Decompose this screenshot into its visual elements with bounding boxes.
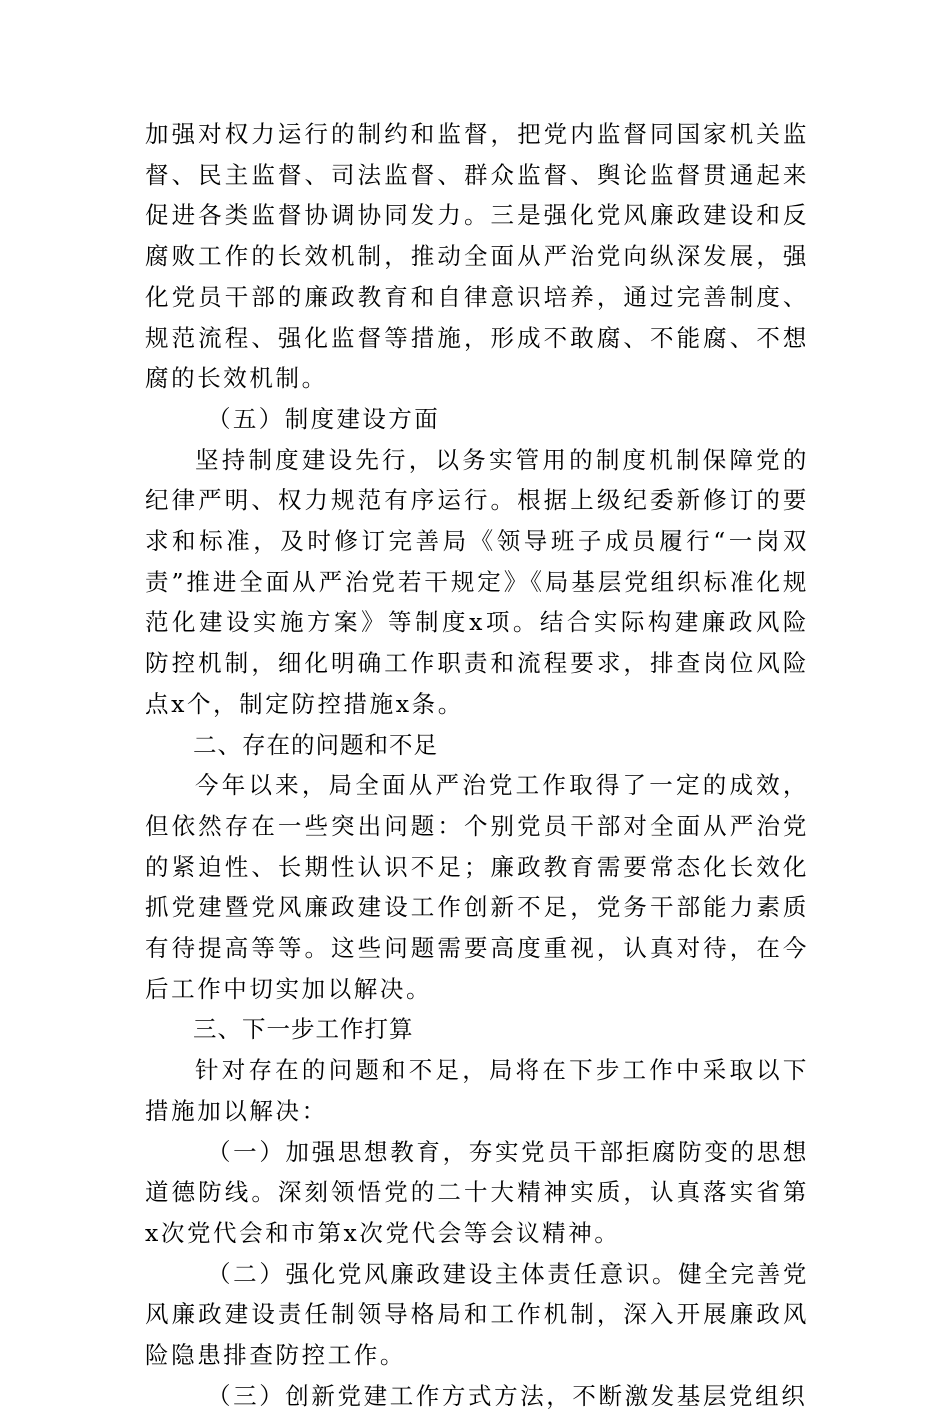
body-paragraph: 加强对权力运行的制约和监督，把党内监督同国家机关监督、民主监督、司法监督、群众监督、舆论监督贯通起来促进各类监督协调协同发力。三是强化党风廉政建设和反腐败工作的长效机制，推动全面从严治党向纵深发展，强化党员干部的廉政教育和自律意识培养，通过完善制度、规范流程、强化监督等措施，形成不敢腐、不能腐、不想腐的长效机制。: [145, 120, 809, 393]
list-item: （三）创新党建工作方式方法，不断激发基层党组织: [207, 1381, 808, 1410]
body-paragraph: 今年以来，局全面从严治党工作取得了一定的成效，但依然存在一些突出问题：个别党员干部对全面从严治党的紧迫性、长期性认识不足；廉政教育需要常态化长效化抓党建暨党风廉政建设工作创新不足，党务干部能力素质有待提高等等。这些问题需要高度重视，认真对待，在今后工作中切实加以解决。: [145, 771, 809, 1003]
document-body: [145, 114, 809, 1417]
body-paragraph: 坚持制度建设先行，以务实管用的制度机制保障党的纪律严明、权力规范有序运行。根据上级纪委新修订的要求和标准，及时修订完善局《领导班子成员履行“一岗双责”推进全面从严治党若干规定》《局基层党组织标准化规范化建设实施方案》等制度x项。结合实际构建廉政风险防控机制，细化明确工作职责和流程要求，排查岗位风险点x个，制定防控措施x条。: [145, 445, 809, 718]
list-item: （二）强化党风廉政建设主体责任意识。健全完善党风廉政建设责任制领导格局和工作机制，深入开展廉政风险隐患排查防控工作。: [145, 1259, 809, 1370]
list-item: （一）加强思想教育，夯实党员干部拒腐防变的思想道德防线。深刻领悟党的二十大精神实质，认真落实省第x次党代会和市第x次党代会等会议精神。: [145, 1137, 809, 1247]
section-heading: 三、下一步工作打算: [193, 1015, 414, 1044]
section-heading: 二、存在的问题和不足: [193, 730, 438, 759]
body-paragraph: 针对存在的问题和不足，局将在下步工作中采取以下措施加以解决：: [145, 1056, 809, 1125]
subsection-heading: （五）制度建设方面: [207, 404, 441, 433]
